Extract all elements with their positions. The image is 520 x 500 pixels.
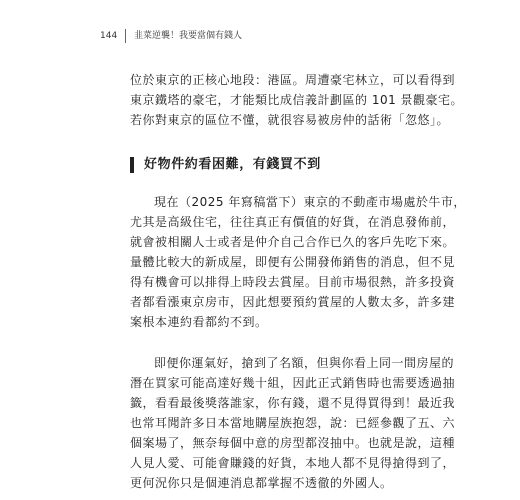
- paragraph-1: [130, 70, 464, 130]
- running-head: 韭菜逆襲！我要當個有錢人: [134, 31, 243, 41]
- page-number: 144: [100, 31, 118, 41]
- paragraph-3: [130, 353, 456, 493]
- paragraph-3-line: 即便你運氣好，搶到了名額，但與你看上同一間房屋的: [154, 356, 455, 370]
- paragraph-3-line: 籤，看看最後獎落誰家，你有錢，還不見得買得到！最近我: [130, 396, 456, 410]
- paragraph-1-line: 若你對東京的區位不懂，就很容易被房仲的話術「忽悠」。: [130, 113, 450, 127]
- paragraph-2-line: 案根本連約看都約不到。: [130, 315, 268, 329]
- paragraph-1-line: 位於東京的正核心地段：港區。周遭豪宅林立，可以看得到: [130, 73, 456, 87]
- heading-marker: [130, 157, 134, 173]
- page-header: [100, 27, 420, 45]
- section-heading: [130, 155, 395, 175]
- paragraph-2-line: 者都看漲東京房市，因此想要預約賞屋的人數太多，許多建: [130, 295, 456, 309]
- book-content: [130, 70, 466, 493]
- paragraph-3-line: 個案場了，無奈每個中意的房型都沒抽中。也就是說，這種: [130, 436, 456, 450]
- paragraph-2: [130, 192, 466, 332]
- paragraph-3-line: 潛在買家可能高達好幾十組，因此正式銷售時也需要透過抽: [130, 376, 456, 390]
- paragraph-2-line: 就會被相關人士或者是仲介自己合作已久的客戶先吃下來。: [130, 235, 456, 249]
- paragraph-3-line: 人見人愛、可能會賺錢的好貨，本地人都不見得搶得到了，: [130, 456, 456, 470]
- paragraph-3-line: 也常耳聞許多日本當地購屋族抱怨，說：已經參觀了五、六: [130, 416, 456, 430]
- paragraph-2-line: 得有機會可以排得上時段去賞屋。目前市場很熱，許多投資: [130, 275, 456, 289]
- header-divider: [125, 29, 126, 43]
- paragraph-2-line: 現在（2025 年寫稿當下）東京的不動產市場處於牛市，: [154, 195, 466, 209]
- section-title: 好物件約看困難，有錢買不到: [144, 157, 321, 172]
- paragraph-1-line: 東京鐵塔的豪宅，才能類比成信義計劃區的 101 景觀豪宅。: [130, 93, 464, 107]
- paragraph-2-line: 量體比較大的新成屋，即便有公開發佈銷售的消息，但不見: [130, 255, 456, 269]
- paragraph-3-line: 更何況你只是個連消息都掌握不透徹的外國人。: [130, 476, 393, 490]
- paragraph-2-line: 尤其是高級住宅，往往真正有價值的好貨，在消息發佈前，: [130, 215, 456, 229]
